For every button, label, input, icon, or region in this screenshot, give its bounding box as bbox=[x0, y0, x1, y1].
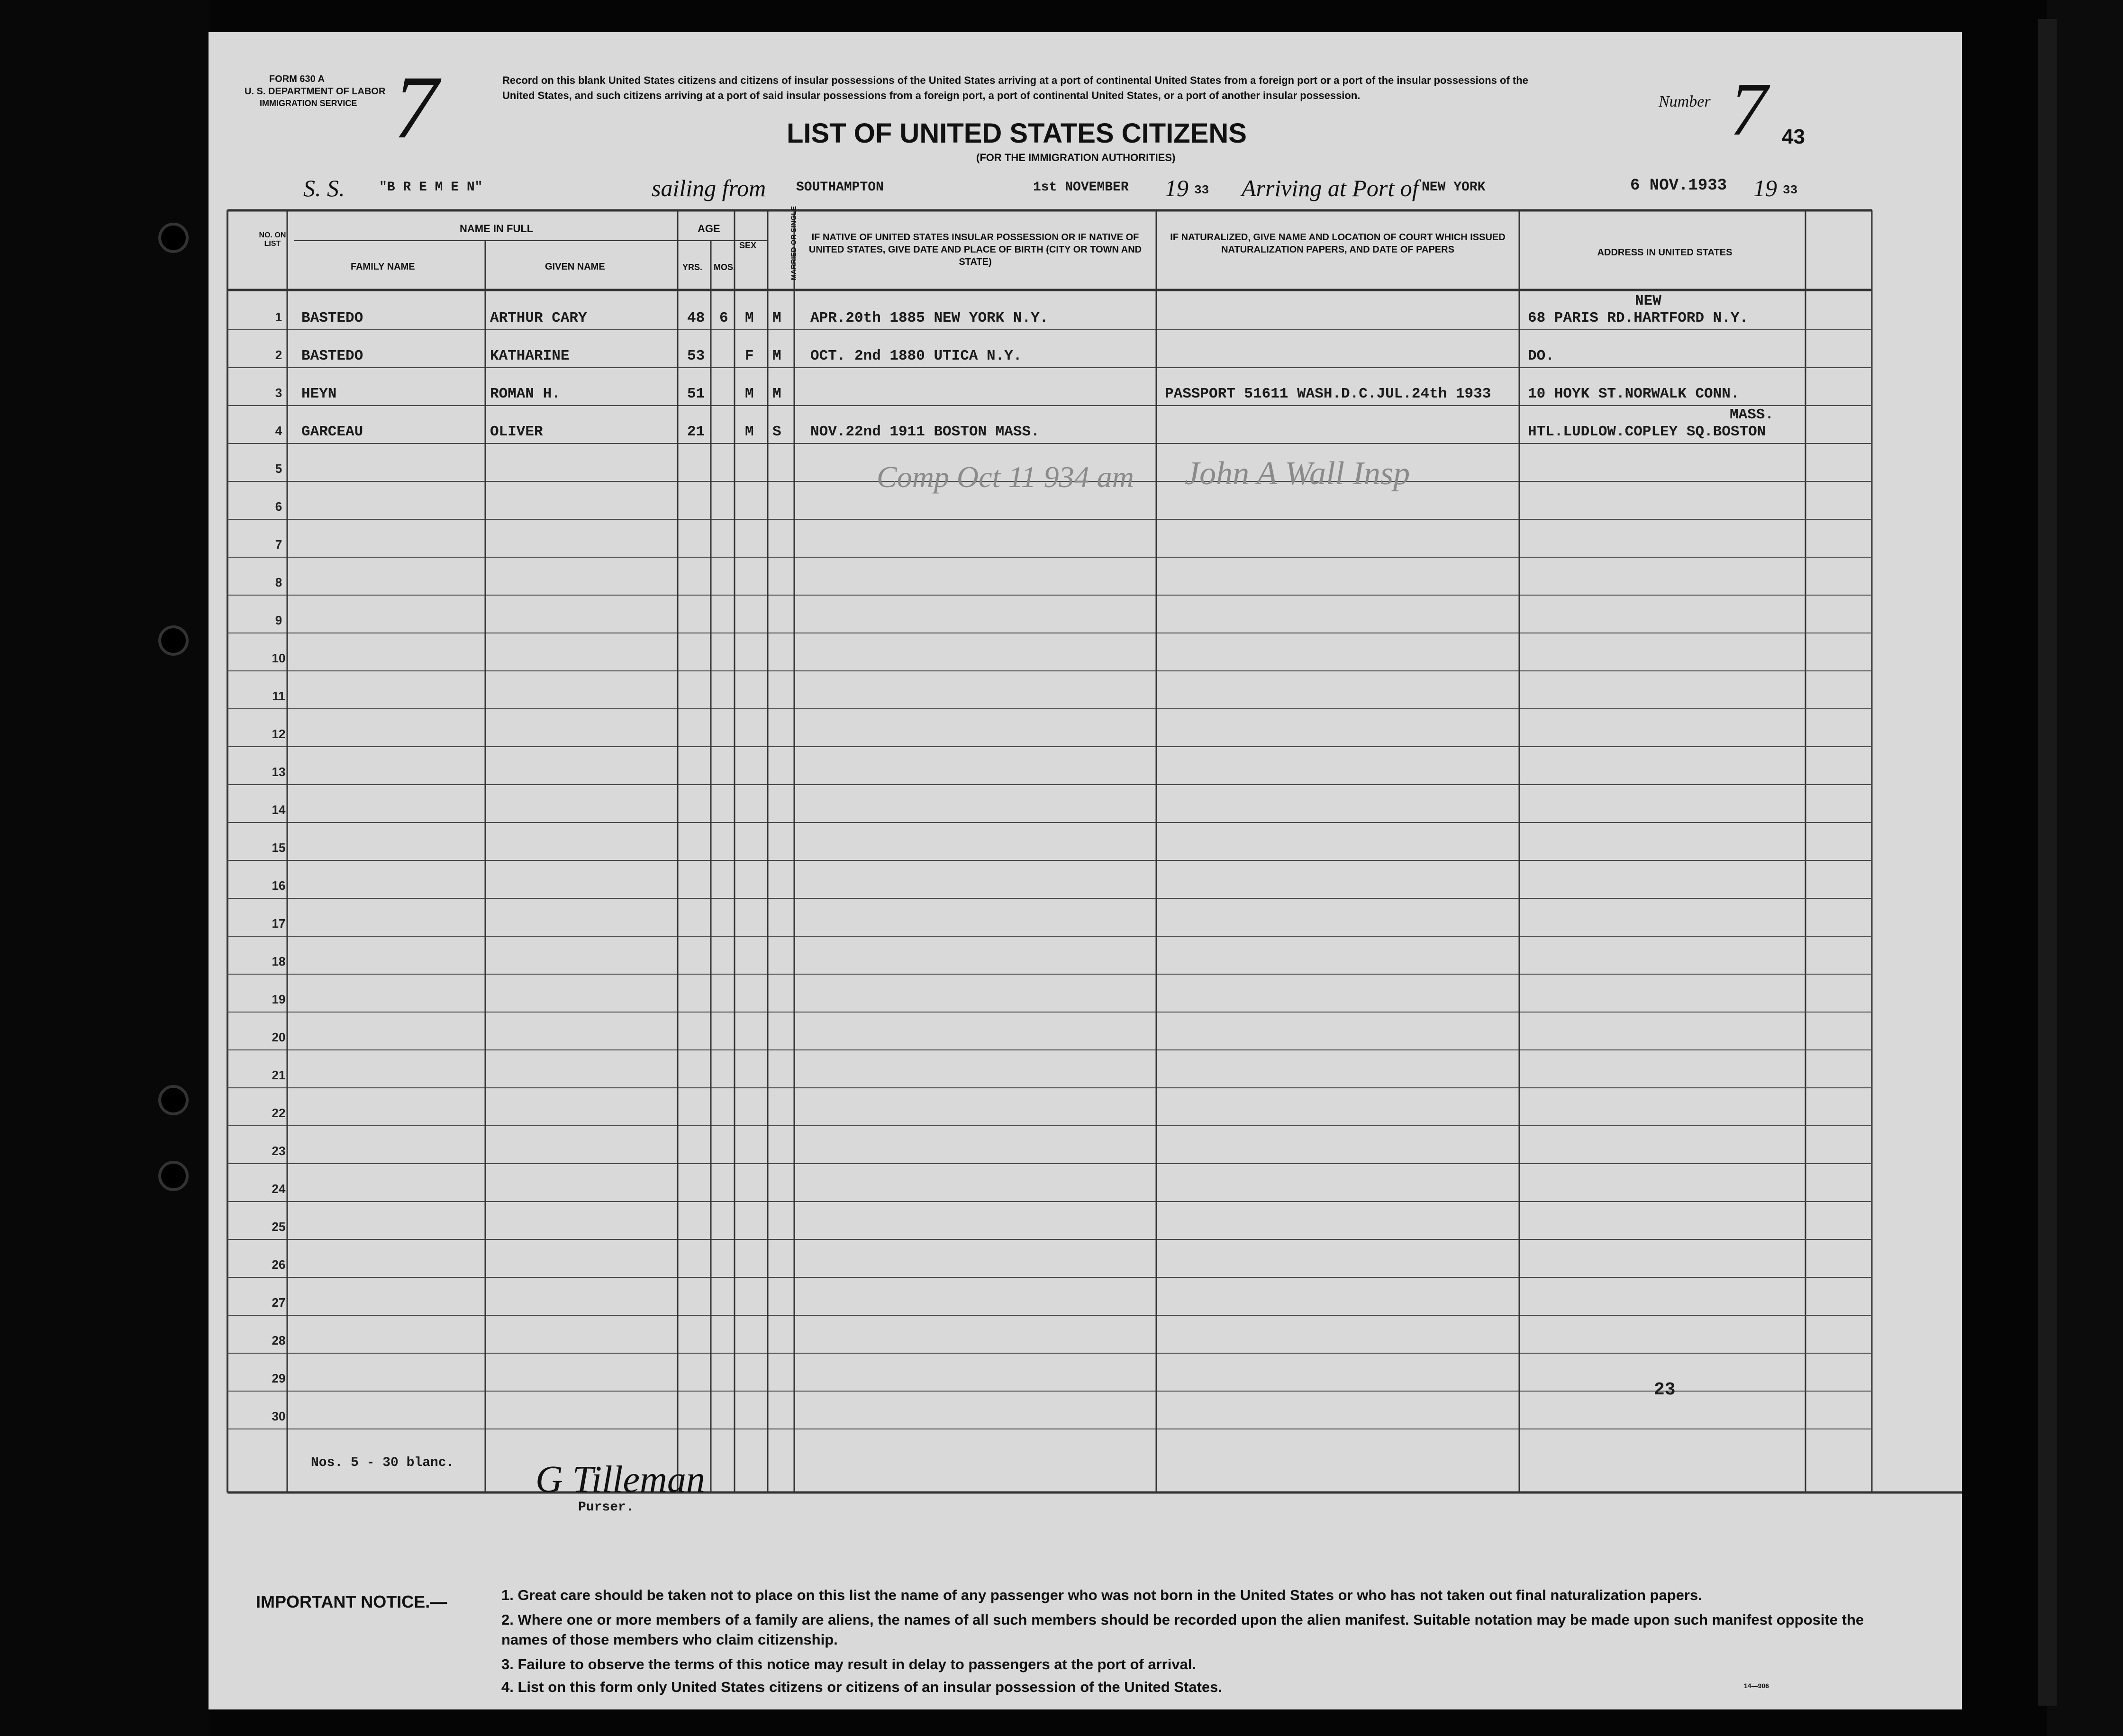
arrival-port: NEW YORK bbox=[1422, 180, 1486, 195]
naturalization-cell: PASSPORT 51611 WASH.D.C.JUL.24th 1933 bbox=[1165, 386, 1491, 402]
row-number: 14 bbox=[272, 803, 286, 817]
purser-signature: G Tilleman bbox=[535, 1459, 705, 1501]
row-number: 23 bbox=[272, 1144, 286, 1158]
arrival-year-prefix: 19 bbox=[1753, 175, 1777, 201]
row-number: 19 bbox=[272, 992, 286, 1006]
row-number: 22 bbox=[272, 1106, 286, 1120]
scan-left-margin bbox=[0, 0, 209, 1736]
address-cell: DO. bbox=[1528, 348, 1554, 364]
age-years-cell: 53 bbox=[687, 348, 705, 364]
notice-item-2: 2. Where one or more members of a family are aliens, the names of all such members should be recorded upon the alien manifest. Suitable notation may be made upon such manifest opposite the names of those members who claim citizenship. bbox=[501, 1611, 1864, 1648]
marital-status-cell: M bbox=[772, 348, 781, 364]
row-number: 12 bbox=[272, 727, 286, 741]
birth-info-cell: OCT. 2nd 1880 UTICA N.Y. bbox=[810, 348, 1022, 364]
notice-item-3: 3. Failure to observe the terms of this notice may result in delay to passengers at the port of arrival. bbox=[501, 1656, 1197, 1673]
scan-right-strip bbox=[2038, 19, 2057, 1706]
ss-label: S. S. bbox=[303, 175, 345, 201]
row-number: 1 bbox=[275, 310, 282, 324]
col-family-name: FAMILY NAME bbox=[351, 262, 415, 272]
form-number: FORM 630 A bbox=[269, 74, 325, 84]
arrival-stamp: 6 NOV.1933 bbox=[1630, 177, 1727, 195]
row-number: 25 bbox=[272, 1220, 286, 1234]
row-number: 20 bbox=[272, 1030, 286, 1044]
row-number: 28 bbox=[272, 1333, 286, 1347]
row-number: 18 bbox=[272, 954, 286, 968]
arriving-label: Arriving at Port of bbox=[1242, 175, 1419, 201]
blank-rows-note: Nos. 5 - 30 blanc. bbox=[311, 1456, 454, 1470]
form-instructions: Record on this blank United States citizens and citizens of insular possessions of the United States arriving at a port of continental United States from a foreign port or a port of the insular possessions of the United States, and such citizens arriving at a port of said insular possessions from a foreign port, a port of continental United States, or a port of another insular possession. bbox=[502, 74, 1528, 101]
row-number: 7 bbox=[275, 537, 282, 552]
age-years-cell: 21 bbox=[687, 424, 705, 440]
col-given-name: GIVEN NAME bbox=[545, 262, 605, 272]
address-cell: HTL.LUDLOW.COPLEY SQ.BOSTON bbox=[1528, 424, 1766, 440]
row-number: 24 bbox=[272, 1182, 286, 1196]
col-married-single: MARRIED OR SINGLE bbox=[789, 206, 798, 280]
binder-hole bbox=[158, 1085, 189, 1115]
given-name-cell: KATHARINE bbox=[490, 348, 570, 364]
arrival-year-suffix: 33 bbox=[1783, 183, 1798, 197]
ship-name: "B R E M E N" bbox=[379, 180, 483, 195]
binder-hole bbox=[158, 1161, 189, 1191]
sail-year-prefix: 19 bbox=[1165, 175, 1189, 201]
col-mos: MOS. bbox=[714, 262, 736, 272]
department: U. S. DEPARTMENT OF LABOR bbox=[245, 86, 386, 97]
marital-status-cell: M bbox=[772, 386, 781, 402]
page-number: 43 bbox=[1782, 125, 1805, 148]
row-number: 30 bbox=[272, 1409, 286, 1423]
address-line-above: MASS. bbox=[1730, 407, 1774, 423]
family-name-cell: BASTEDO bbox=[301, 310, 363, 326]
service: IMMIGRATION SERVICE bbox=[260, 99, 357, 108]
age-years-cell: 51 bbox=[687, 386, 705, 402]
sail-date: 1st NOVEMBER bbox=[1033, 180, 1129, 195]
col-no-on-list: NO. ON LIST bbox=[259, 231, 286, 248]
purser-label: Purser. bbox=[578, 1500, 634, 1515]
col-name-in-full: NAME IN FULL bbox=[460, 223, 534, 235]
row-number: 5 bbox=[275, 461, 282, 476]
notice-item-4: 4. List on this form only United States citizens or citizens of an insular possession of the United States. bbox=[501, 1679, 1222, 1695]
row-number: 27 bbox=[272, 1295, 286, 1310]
family-name-cell: HEYN bbox=[301, 386, 337, 402]
sail-year-suffix: 33 bbox=[1194, 183, 1209, 197]
row-number: 8 bbox=[275, 575, 282, 589]
page-title: LIST OF UNITED STATES CITIZENS bbox=[787, 118, 1247, 149]
marital-status-cell: S bbox=[772, 424, 781, 440]
address-cell: 10 HOYK ST.NORWALK CONN. bbox=[1528, 386, 1740, 402]
address-line-above: NEW bbox=[1635, 293, 1661, 309]
col-address: ADDRESS IN UNITED STATES bbox=[1597, 247, 1733, 258]
birth-info-cell: APR.20th 1885 NEW YORK N.Y. bbox=[810, 310, 1049, 326]
number-value: 7 bbox=[1730, 67, 1768, 151]
row-number: 9 bbox=[275, 613, 282, 627]
scan-right-margin bbox=[2047, 0, 2123, 1736]
age-months-cell: 6 bbox=[719, 310, 728, 326]
family-name-cell: GARCEAU bbox=[301, 424, 363, 440]
page-subtitle: (FOR THE IMMIGRATION AUTHORITIES) bbox=[976, 152, 1176, 163]
col-age: AGE bbox=[698, 223, 720, 235]
binder-hole bbox=[158, 625, 189, 656]
row-number: 3 bbox=[275, 386, 282, 400]
row-number: 15 bbox=[272, 841, 286, 855]
given-name-cell: OLIVER bbox=[490, 424, 543, 440]
given-name-cell: ROMAN H. bbox=[490, 386, 561, 402]
sailing-label: sailing from bbox=[652, 175, 766, 201]
marital-status-cell: M bbox=[772, 310, 781, 326]
row-number: 13 bbox=[272, 765, 286, 779]
address-cell: 68 PARIS RD.HARTFORD N.Y. bbox=[1528, 310, 1749, 326]
notice-item-1: 1. Great care should be taken not to place on this list the name of any passenger who was not born in the United States or who has not taken out final naturalization papers. bbox=[501, 1587, 1702, 1603]
binder-hole bbox=[158, 223, 189, 253]
sex-cell: F bbox=[745, 348, 754, 364]
row-number: 29 bbox=[272, 1371, 286, 1385]
col-yrs: YRS. bbox=[682, 262, 703, 272]
row-number: 17 bbox=[272, 916, 286, 931]
row-number: 11 bbox=[272, 689, 285, 703]
row-number: 10 bbox=[272, 651, 286, 665]
age-years-cell: 48 bbox=[687, 310, 705, 326]
given-name-cell: ARTHUR CARY bbox=[490, 310, 587, 326]
row-number: 6 bbox=[275, 499, 282, 514]
handwritten-number: 7 bbox=[393, 58, 438, 157]
manifest-page bbox=[209, 32, 1962, 1709]
manifest-grid bbox=[209, 32, 1962, 1709]
inspection-note: Comp Oct 11 934 am bbox=[877, 460, 1134, 494]
from-port: SOUTHAMPTON bbox=[796, 180, 884, 195]
sex-cell: M bbox=[745, 310, 754, 326]
sex-cell: M bbox=[745, 386, 754, 402]
col-naturalized-info: IF NATURALIZED, GIVE NAME AND LOCATION OF COURT WHICH ISSUED NATURALIZATION PAPERS, AND DATE OF PAPERS bbox=[1170, 232, 1506, 255]
number-label: Number bbox=[1659, 93, 1711, 110]
birth-info-cell: NOV.22nd 1911 BOSTON MASS. bbox=[810, 424, 1040, 440]
row-number: 21 bbox=[272, 1068, 286, 1082]
family-name-cell: BASTEDO bbox=[301, 348, 363, 364]
sex-cell: M bbox=[745, 424, 754, 440]
row-number: 2 bbox=[275, 348, 282, 362]
margin-number: 23 bbox=[1654, 1380, 1676, 1400]
print-code: 14—906 bbox=[1744, 1682, 1769, 1690]
notice-heading: IMPORTANT NOTICE.— bbox=[256, 1592, 447, 1611]
row-number: 26 bbox=[272, 1257, 286, 1272]
row-number: 4 bbox=[275, 424, 282, 438]
col-sex: SEX bbox=[739, 241, 757, 250]
row-number: 16 bbox=[272, 878, 286, 893]
inspector-signature: John A Wall Insp bbox=[1185, 455, 1410, 492]
col-birth-info: IF NATIVE OF UNITED STATES INSULAR POSSESSION OR IF NATIVE OF UNITED STATES, GIVE DATE AND PLACE OF BIRTH (CITY OR TOWN AND STATE) bbox=[808, 232, 1142, 267]
